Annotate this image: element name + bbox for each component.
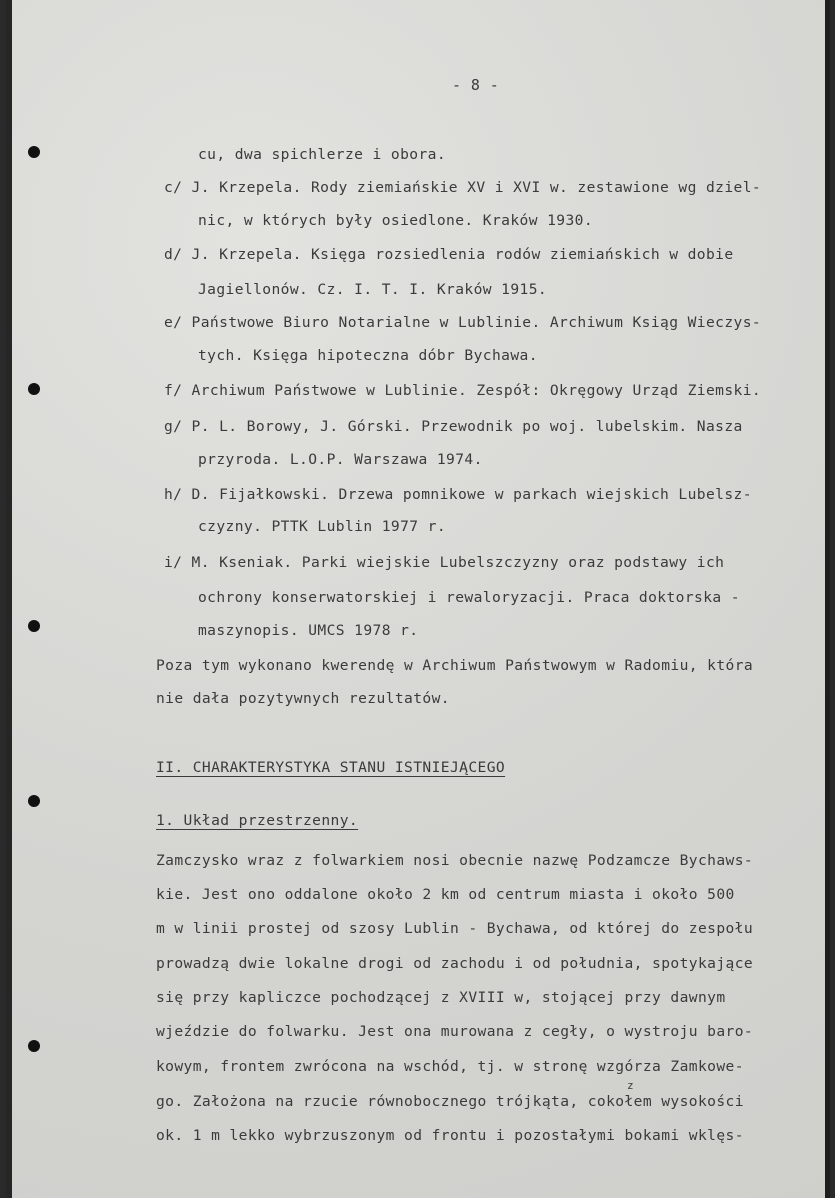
body-line: prowadzą dwie lokalne drogi od zachodu i od południa, spotykające	[156, 955, 754, 972]
body-line: go. Założona na rzucie równobocznego trójkąta, cokołem wysokości	[156, 1093, 744, 1110]
punch-hole	[28, 1040, 40, 1052]
text-line: nie dała pozytywnych rezultatów.	[156, 690, 450, 707]
text-line: cu, dwa spichlerze i obora.	[198, 146, 447, 163]
handwritten-insertion-mark: z	[627, 1079, 634, 1092]
reference-e: e/ Państwowe Biuro Notarialne w Lublinie. Archiwum Ksiąg Wieczys-	[164, 314, 762, 331]
text-line: tych. Księga hipoteczna dóbr Bychawa.	[198, 347, 538, 364]
page-number: - 8 -	[452, 76, 500, 94]
body-line: ok. 1 m lekko wybrzuszonym od frontu i pozostałymi bokami wklęs-	[156, 1127, 744, 1144]
punch-hole	[28, 795, 40, 807]
body-line: się przy kapliczce pochodzącej z XVIII w, stojącej przy dawnym	[156, 989, 726, 1006]
scan-edge-left	[6, 0, 12, 1198]
subheading: 1. Układ przestrzenny.	[156, 812, 359, 829]
section-heading: II. CHARAKTERYSTYKA STANU ISTNIEJĄCEGO	[156, 759, 506, 776]
text-line: Poza tym wykonano kwerendę w Archiwum Państwowym w Radomiu, która	[156, 657, 754, 674]
reference-c: c/ J. Krzepela. Rody ziemiańskie XV i XVI w. zestawione wg dziel-	[164, 179, 762, 196]
reference-d: d/ J. Krzepela. Księga rozsiedlenia rodów ziemiańskich w dobie	[164, 246, 734, 263]
text-line: przyroda. L.O.P. Warszawa 1974.	[198, 451, 483, 468]
text-line: ochrony konserwatorskiej i rewaloryzacji. Praca doktorska -	[198, 589, 740, 606]
text-line: maszynopis. UMCS 1978 r.	[198, 622, 419, 639]
text-line: czyzny. PTTK Lublin 1977 r.	[198, 518, 447, 535]
reference-g: g/ P. L. Borowy, J. Górski. Przewodnik po woj. lubelskim. Nasza	[164, 418, 743, 435]
text-line: Jagiellonów. Cz. I. T. I. Kraków 1915.	[198, 281, 548, 298]
body-line: Zamczysko wraz z folwarkiem nosi obecnie nazwę Podzamcze Bychaws-	[156, 852, 754, 869]
reference-i: i/ M. Kseniak. Parki wiejskie Lubelszczyzny oraz podstawy ich	[164, 554, 725, 571]
scan-edge-right	[825, 0, 830, 1198]
body-line: kowym, frontem zwrócona na wschód, tj. w stronę wzgórza Zamkowe-	[156, 1058, 744, 1075]
punch-hole	[28, 146, 40, 158]
text-line: nic, w których były osiedlone. Kraków 1930.	[198, 212, 594, 229]
reference-h: h/ D. Fijałkowski. Drzewa pomnikowe w parkach wiejskich Lubelsz-	[164, 486, 752, 503]
punch-hole	[28, 620, 40, 632]
document-page	[6, 0, 830, 1198]
body-line: kie. Jest ono oddalone około 2 km od centrum miasta i około 500	[156, 886, 735, 903]
punch-hole	[28, 383, 40, 395]
body-line: m w linii prostej od szosy Lublin - Bychawa, od której do zespołu	[156, 920, 754, 937]
body-line: wjeździe do folwarku. Jest ona murowana z cegły, o wystroju baro-	[156, 1023, 754, 1040]
reference-f: f/ Archiwum Państwowe w Lublinie. Zespół: Okręgowy Urząd Ziemski.	[164, 382, 762, 399]
